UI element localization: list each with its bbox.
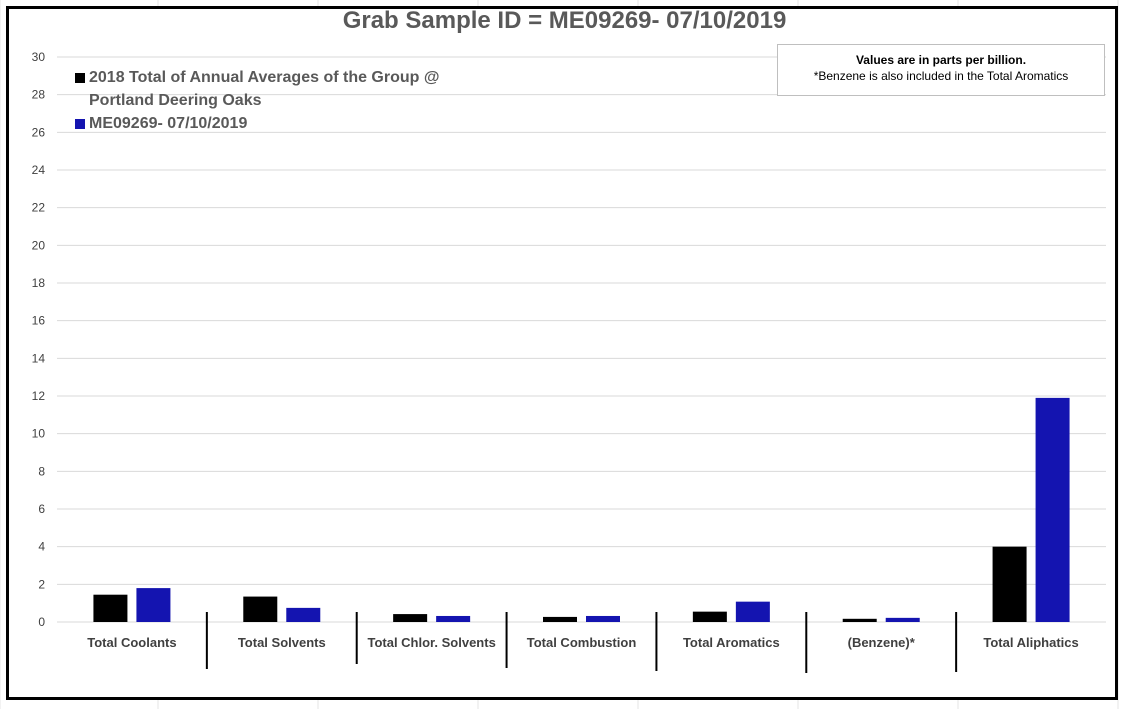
- units-note-box: [777, 44, 1105, 96]
- y-tick-label: 14: [31, 351, 45, 366]
- legend-label: Portland Deering Oaks: [89, 92, 262, 109]
- y-tick-label: 26: [31, 125, 45, 140]
- x-tick-label: Total Solvents: [237, 635, 326, 650]
- bar-sample: [886, 618, 920, 622]
- x-tick-label: Total Aromatics: [682, 635, 780, 650]
- bar-2018-average: [243, 597, 277, 622]
- legend-swatch: [75, 119, 85, 129]
- bar-2018-average: [993, 547, 1027, 622]
- units-note: Values are in parts per billion.: [855, 53, 1027, 67]
- x-tick-label: (Benzene)*: [847, 635, 915, 650]
- bar-sample: [286, 608, 320, 622]
- x-tick-label: Total Coolants: [87, 635, 177, 650]
- legend-label: ME09269- 07/10/2019: [89, 115, 248, 132]
- bar-2018-average: [843, 619, 877, 622]
- y-tick-label: 30: [31, 50, 45, 64]
- x-tick-label: Total Chlor. Solvents: [367, 635, 496, 650]
- y-tick-label: 28: [31, 87, 45, 102]
- chart-title: Grab Sample ID = ME09269- 07/10/2019: [342, 7, 787, 34]
- y-tick-label: 10: [31, 426, 45, 441]
- legend-swatch: [75, 73, 85, 83]
- y-tick-label: 24: [31, 163, 45, 177]
- x-tick-label: Total Aliphatics: [983, 635, 1079, 650]
- bar-sample: [736, 602, 770, 622]
- bar-sample: [136, 588, 170, 622]
- bar-sample: [436, 616, 470, 622]
- bar-2018-average: [693, 612, 727, 622]
- bar-2018-average: [93, 595, 127, 622]
- y-tick-label: 22: [31, 200, 45, 215]
- legend-label: 2018 Total of Annual Averages of the Group @: [89, 69, 440, 86]
- bar-2018-average: [393, 614, 427, 622]
- y-tick-label: 0: [38, 615, 45, 629]
- y-tick-label: 18: [31, 276, 45, 290]
- bar-sample: [586, 616, 620, 622]
- y-tick-label: 12: [31, 389, 45, 403]
- y-tick-label: 4: [38, 539, 45, 554]
- y-tick-label: 8: [38, 464, 45, 479]
- benzene-note: *Benzene is also included in the Total Aromatics: [813, 69, 1069, 83]
- y-tick-label: 2: [38, 577, 45, 592]
- y-tick-label: 20: [31, 238, 45, 253]
- bar-sample: [1036, 398, 1070, 622]
- y-tick-label: 16: [31, 313, 45, 328]
- x-tick-label: Total Combustion: [526, 635, 637, 650]
- y-tick-label: 6: [38, 502, 45, 516]
- bar-2018-average: [543, 617, 577, 622]
